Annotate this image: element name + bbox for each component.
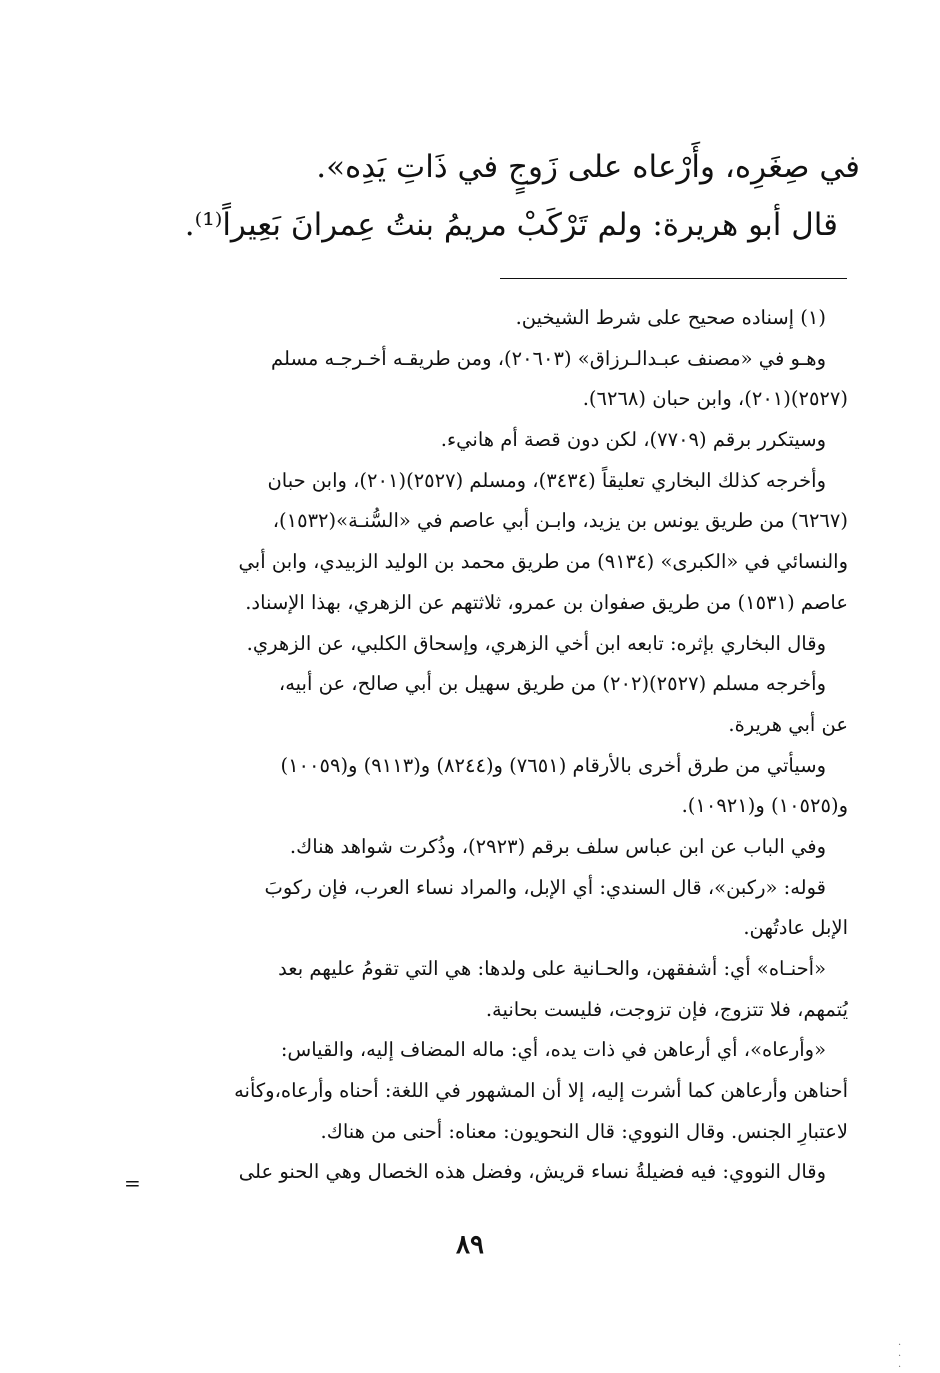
footnote-line: «أحنـاه» أي: أشفقهن، والحـانية على ولدها: هي التي تقومُ عليهم بعد [278, 957, 826, 980]
continuation-mark: = [124, 1171, 141, 1195]
footnote-line: وقال النووي: فيه فضيلةُ نساء قريش، وفضل هذه الخصال وهي الحنو على [238, 1160, 826, 1184]
footnote-line: وأخرجه مسلم (٢٥٢٧)(٢٠٢) من طريق سهيل بن أبي صالح، عن أبيه، [278, 672, 826, 696]
footnote-line: وهـو في «مصنف عبـدالـرزاق» (٢٠٦٠٣)، ومن طريقـه أخـرجـه مسلم [271, 346, 826, 370]
footnote-line: وأخرجه كذلك البخاري تعليقاً (٣٤٣٤)، ومسلم (٢٥٢٧)(٢٠١)، وابن حبان [267, 468, 826, 492]
footnote-line: والنسائي في «الكبرى» (٩١٣٤) من طريق محمد بن الوليد الزبيدي، وابن أبي [238, 550, 848, 574]
footnote-separator [500, 278, 847, 279]
footnote-line: (٦٢٦٧) من طريق يونس بن يزيد، وابـن أبي عاصم في «السُّنـة»(١٥٣٢)، [272, 509, 848, 533]
footnote-line: لاعتبارِ الجنس. وقال النووي: قال النحويون: معناه: أحنى من هناك. [320, 1119, 848, 1143]
footnote-line: وفي الباب عن ابن عباس سلف برقم (٢٩٢٣)، وذُكرت شواهد هناك. [289, 834, 826, 858]
footnote-line: (١) إسناده صحيح على شرط الشيخين. [515, 306, 826, 329]
footnotes [140, 298, 848, 1193]
footnote-line: عن أبي هريرة. [728, 712, 848, 736]
main-text-line: قال أبو هريرة: ولم تَرْكَبْ مريمُ بنتُ عِمرانَ بَعِيراً⁽¹⁾. [184, 207, 838, 243]
footnote-line: وسيتكرر برقم (٧٧٠٩)، لكن دون قصة أم هانيء. [440, 428, 826, 452]
footnote-line: وسيأتي من طرق أخرى بالأرقام (٧٦٥١) و(٨٢٤٤) و(٩١١٣) و(١٠٠٥٩) [280, 753, 826, 777]
footnote-line: قوله: «ركبن»، قال السندي: أي الإبل، والمراد نساء العرب، فإن ركوبَ [264, 875, 826, 899]
footnote-line: «وأرعاه»، أي أرعاهن في ذات يده، أي: ماله المضاف إليه، والقياس: [280, 1038, 826, 1062]
main-text-line: في صِغَرِه، وأَرْعاه على زَوجٍ في ذَاتِ يَدِه». [316, 149, 860, 185]
footnote-line: الإبل عادتُهن. [743, 916, 848, 940]
scan-artifact-dots: · · · [898, 1340, 902, 1373]
footnote-line: (٢٥٢٧)(٢٠١)، وابن حبان (٦٢٦٨). [582, 387, 848, 411]
footnote-line: عاصم (١٥٣١) من طريق صفوان بن عمرو، ثلاثتهم عن الزهري، بهذا الإسناد. [245, 590, 848, 614]
footnote-line: أحناهن وأرعاهن كما أشرت إليه، إلا أن المشهور في اللغة: أحناه وأرعاه،وكأنه [234, 1079, 848, 1103]
page-number: ٨٩ [456, 1230, 484, 1260]
main-text [145, 138, 860, 254]
footnote-line: يُتمهم، فلا تتزوج، فإن تزوجت، فليست بحانية. [485, 997, 848, 1021]
footnote-line: و(١٠٥٢٥) و(١٠٩٢١). [681, 794, 848, 818]
footnote-line: وقال البخاري بإثره: تابعه ابن أخي الزهري، وإسحاق الكلبي، عن الزهري. [246, 631, 826, 655]
